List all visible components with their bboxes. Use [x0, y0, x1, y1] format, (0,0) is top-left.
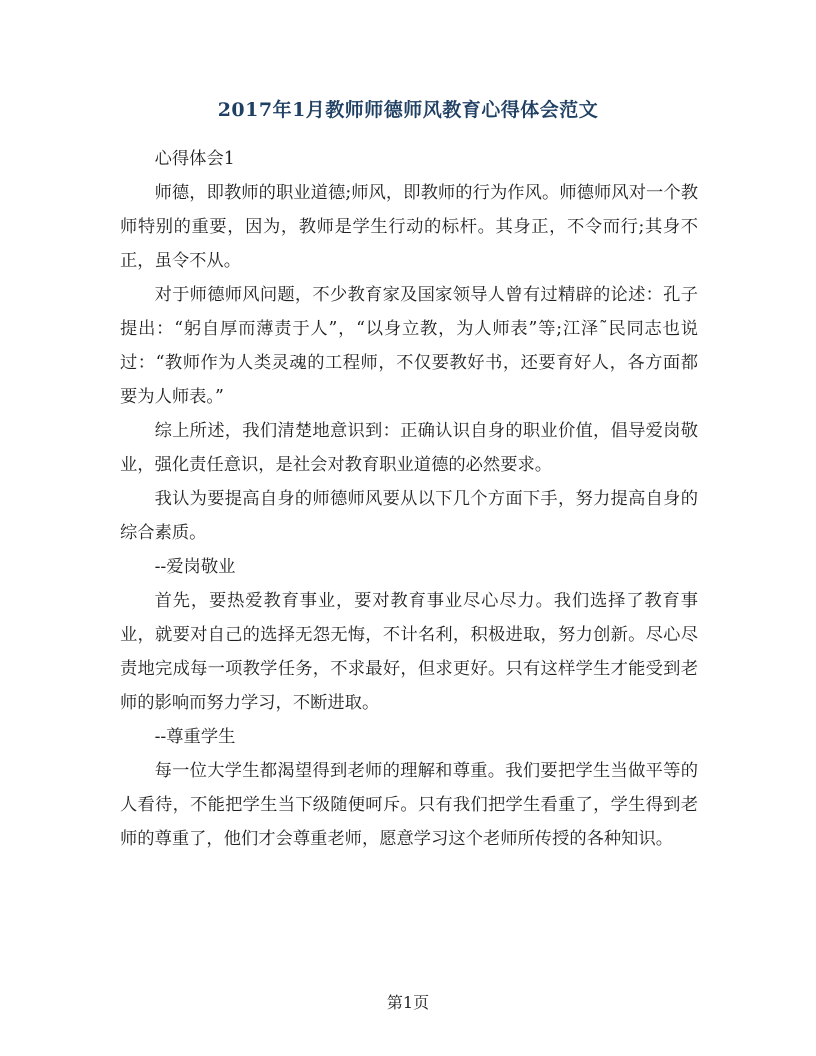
paragraph: 每一位大学生都渴望得到老师的理解和尊重。我们要把学生当做平等的人看待，不能把学生当下级随便呵斥。只有我们把学生看重了，学生得到老师的尊重了，他们才会尊重老师，愿意学习这个老师所传授的各种知识。: [120, 761, 698, 849]
document-body: [120, 142, 698, 856]
section-heading-respect-students: --尊重学生: [154, 727, 236, 747]
document-title: 2017年1月教师师德师风教育心得体会范文: [217, 99, 599, 121]
paragraph: 对于师德师风问题，不少教育家及国家领导人曾有过精辟的论述：孔子提出：“躬自厚而薄责于人”，“以身立教，为人师表”等;江泽˜民同志也说过：“教师作为人类灵魂的工程师，不仅要教好书，还要育好人，各方面都要为人师表。”: [120, 285, 698, 407]
page-number: 第1页: [386, 993, 430, 1012]
paragraph: 首先，要热爱教育事业，要对教育事业尽心尽力。我们选择了教育事业，就要对自己的选择无怨无悔，不计名利，积极进取，努力创新。尽心尽责地完成每一项教学任务，不求最好，但求更好。只有这样学生才能受到老师的影响而努力学习，不断进取。: [120, 591, 698, 713]
paragraph: 我认为要提高自身的师德师风要从以下几个方面下手，努力提高自身的综合素质。: [120, 489, 698, 543]
paragraph: 综上所述，我们清楚地意识到：正确认识自身的职业价值，倡导爱岗敬业，强化责任意识，是社会对教育职业道德的必然要求。: [120, 421, 698, 475]
paragraph-heading-1: 心得体会1: [154, 149, 235, 169]
paragraph: 师德，即教师的职业道德;师风，即教师的行为作风。师德师风对一个教师特别的重要，因为，教师是学生行动的标杆。其身正，不令而行;其身不正，虽令不从。: [120, 183, 698, 271]
section-heading-love-job: --爱岗敬业: [154, 557, 236, 577]
